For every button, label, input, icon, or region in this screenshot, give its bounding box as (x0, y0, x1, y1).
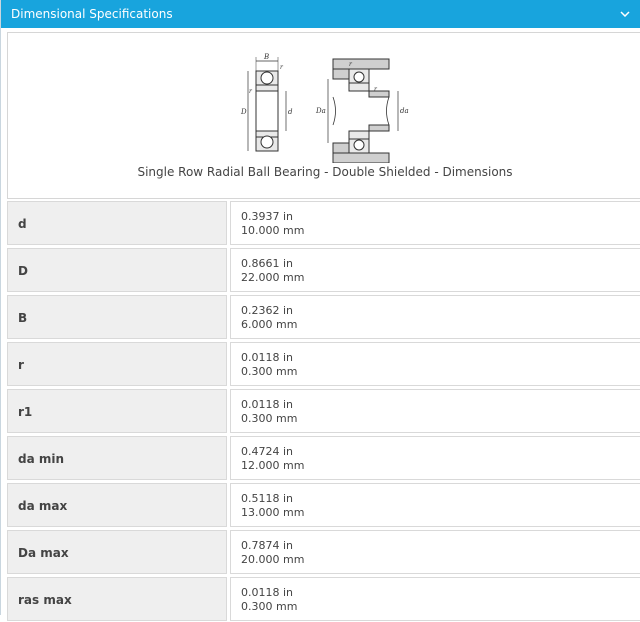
value-inches: 0.0118 in (241, 586, 294, 599)
label-r-side: r (249, 88, 252, 95)
bearing-diagram-area (7, 32, 640, 199)
value-mm: 10.000 mm (241, 224, 305, 237)
spec-value (230, 530, 640, 574)
spec-label: r (7, 342, 227, 386)
spec-label: da min (7, 436, 227, 480)
value-inches: 0.7874 in (241, 539, 294, 552)
label-ra: r (374, 86, 377, 93)
table-row (7, 295, 640, 340)
value-inches: 0.8661 in (241, 257, 294, 270)
value-mm: 20.000 mm (241, 553, 305, 566)
spec-value (230, 483, 640, 527)
spec-value (230, 248, 640, 292)
label-B: B (264, 53, 270, 61)
spec-label: D (7, 248, 227, 292)
table-row (7, 201, 640, 246)
value-mm: 22.000 mm (241, 271, 305, 284)
value-inches: 0.2362 in (241, 304, 294, 317)
panel-header[interactable] (1, 0, 640, 28)
value-mm: 0.300 mm (241, 412, 298, 425)
spec-label: ras max (7, 577, 227, 621)
table-row (7, 436, 640, 481)
chevron-down-icon[interactable] (615, 0, 635, 28)
spec-label: da max (7, 483, 227, 527)
table-row (7, 577, 640, 622)
spec-label: r1 (7, 389, 227, 433)
value-mm: 13.000 mm (241, 506, 305, 519)
value-inches: 0.5118 in (241, 492, 294, 505)
label-D: D (241, 108, 247, 116)
label-d: d (288, 108, 293, 116)
value-inches: 0.0118 in (241, 398, 294, 411)
spec-value (230, 295, 640, 339)
table-row (7, 483, 640, 528)
label-r1: r (349, 61, 352, 68)
spec-label: B (7, 295, 227, 339)
bearing-mounting-section (328, 59, 398, 163)
value-inches: 0.3937 in (241, 210, 294, 223)
spec-value (230, 389, 640, 433)
value-mm: 6.000 mm (241, 318, 298, 331)
spec-label: Da max (7, 530, 227, 574)
value-mm: 0.300 mm (241, 600, 298, 613)
diagram-caption: Single Row Radial Ball Bearing - Double Shielded - Dimensions (137, 165, 513, 179)
spec-value (230, 201, 640, 245)
spec-value (230, 342, 640, 386)
table-row (7, 248, 640, 293)
spec-value (230, 436, 640, 480)
table-row (7, 342, 640, 387)
spec-value (230, 577, 640, 621)
bearing-diagram (8, 33, 640, 163)
value-mm: 12.000 mm (241, 459, 305, 472)
panel-title: Dimensional Specifications (11, 7, 173, 21)
table-row (7, 530, 640, 575)
value-mm: 0.300 mm (241, 365, 298, 378)
table-row (7, 389, 640, 434)
label-r-top: r (280, 64, 283, 71)
spec-label: d (7, 201, 227, 245)
label-da: da (400, 107, 409, 115)
bearing-front-section (248, 57, 286, 151)
value-inches: 0.4724 in (241, 445, 294, 458)
value-inches: 0.0118 in (241, 351, 294, 364)
label-Da: Da (316, 107, 326, 115)
